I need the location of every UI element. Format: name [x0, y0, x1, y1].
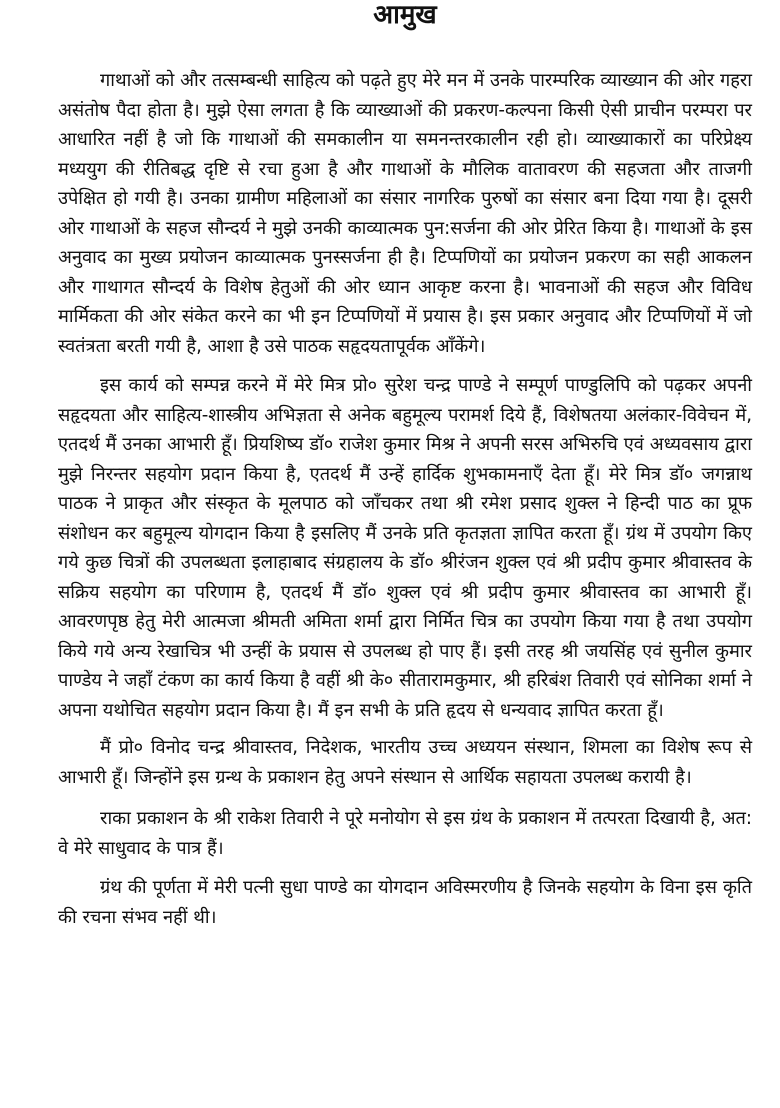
paragraph-wife-thanks: ग्रंथ की पूर्णता में मेरी पत्नी सुधा पाण्डे का योगदान अविस्मरणीय है जिनके सहयोग के विना इस कृति की रचना संभव नहीं थी। — [58, 877, 752, 928]
page-title: आमुख — [373, 0, 437, 30]
paragraph-intro: गाथाओं को और तत्सम्बन्धी साहित्य को पढ़ते हुए मेरे मन में उनके पारम्परिक व्याख्यान की ओर गहरा असंतोष पैदा होता है। मुझे ऐसा लगता है कि व्याख्याओं की प्रकरण-कल्पना किसी ऐसी प्राचीन परम्परा पर आधारित नहीं है जो कि गाथाओं की समकालीन या समनन्तरकालीन रही हो। व्याख्याकारों का परिप्रेक्ष्य मध्ययुग की रीतिबद्ध दृष्टि से रचा हुआ है और गाथाओं के मौलिक वातावरण की सहजता और ताजगी उपेक्षित हो गयी है। उनका ग्रामीण महिलाओं का संसार नागरिक पुरुषों का संसार बना दिया गया है। दूसरी ओर गाथाओं के सहज सौन्दर्य ने मुझे उनकी काव्यात्मक पुन:सर्जना की ओर प्रेरित किया है। गाथाओं के इस अनुवाद का मुख्य प्रयोजन काव्यात्मक पुनस्सर्जना ही है। टिप्पणियों का प्रयोजन प्रकरण का सही आकलन और गाथागत सौन्दर्य के विशेष हेतुओं की ओर ध्यान आकृष्ट करना है। भावनाओं की सहज और विविध मार्मिकता की ओर संकेत करने का भी इन टिप्पणियों में प्रयास है। इस प्रकार अनुवाद और टिप्पणियों में जो स्वतंत्रता बरती गयी है, आशा है उसे पाठक सहृदयतापूर्वक आँकेंगे। — [58, 70, 752, 357]
paragraph-acknowledgements: इस कार्य को सम्पन्न करने में मेरे मित्र प्रो० सुरेश चन्द्र पाण्डे ने सम्पूर्ण पाण्डुलिपि को पढ़कर अपनी सहृदयता और साहित्य-शास्त्रीय अभिज्ञता से अनेक बहुमूल्य परामर्श दिये हैं, विशेषतया अलंकार-विवेचन में, एतदर्थ मैं उनका आभारी हूँ। प्रियशिष्य डॉ० राजेश कुमार मिश्र ने अपनी सरस अभिरुचि एवं अध्यवसाय द्वारा मुझे निरन्तर सहयोग प्रदान किया है, एतदर्थ मैं उन्हें हार्दिक शुभकामनाएँ देता हूँ। मेरे मित्र डॉ० जगन्नाथ पाठक ने प्राकृत और संस्कृत के मूलपाठ को जाँचकर तथा श्री रमेश प्रसाद शुक्ल ने हिन्दी पाठ का प्रूफ संशोधन कर बहुमूल्य योगदान किया है इसलिए मैं उनके प्रति कृतज्ञता ज्ञापित करता हूँ। ग्रंथ में उपयोग किए गये कुछ चित्रों की उपलब्धता इलाहाबाद संग्रहालय के डॉ० श्रीरंजन शुक्ल एवं श्री प्रदीप कुमार श्रीवास्तव के सक्रिय सहयोग का परिणाम है, एतदर्थ मैं डॉ० शुक्ल एवं श्री प्रदीप कुमार श्रीवास्तव का आभारी हूँ। आवरणपृष्ठ हेतु मेरी आत्मजा श्रीमती अमिता शर्मा द्वारा निर्मित चित्र का उपयोग किया गया है तथा उपयोग किये गये अन्य रेखाचित्र भी उन्हीं के प्रयास से उपलब्ध हो पाए हैं। इसी तरह श्री जयसिंह एवं सुनील कुमार पाण्डेय ने जहाँ टंकण का कार्य किया है वहीं श्री के० सीतारामकुमार, श्री हरिबंश तिवारी एवं सोनिका शर्मा ने अपना यथोचित सहयोग प्रदान किया है। मैं इन सभी के प्रति हृदय से धन्यवाद ज्ञापित करता हूँ। — [58, 375, 752, 721]
paragraph-institute-thanks: मैं प्रो० विनोद चन्द्र श्रीवास्तव, निदेशक, भारतीय उच्च अध्ययन संस्थान, शिमला का विशेष रूप से आभारी हूँ। जिन्होंने इस ग्रन्थ के प्रकाशन हेतु अपने संस्थान से आर्थिक सहायता उपलब्ध करायी है। — [58, 737, 752, 788]
paragraph-publisher-thanks: राका प्रकाशन के श्री राकेश तिवारी ने पूरे मनोयोग से इस ग्रंथ के प्रकाशन में तत्परता दिखायी है, अत: वे मेरे साधुवाद के पात्र हैं। — [58, 808, 752, 859]
